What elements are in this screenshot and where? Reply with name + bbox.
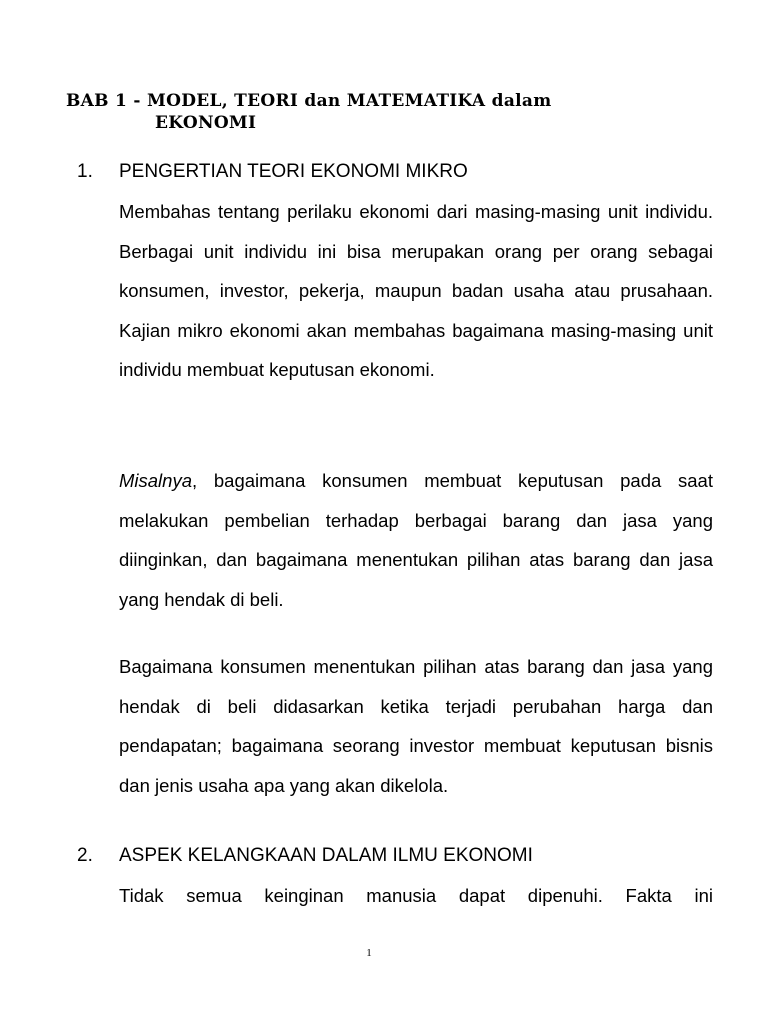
section-heading: ASPEK KELANGKAAN DALAM ILMU EKONOMI xyxy=(119,845,533,866)
paragraph-scarcity: Tidak semua keinginan manusia dapat dipenuhi. Fakta ini xyxy=(119,885,713,906)
section-number: 2. xyxy=(77,845,93,866)
paragraph-definition: Membahas tentang perilaku ekonomi dari masing-masing unit individu. Berbagai unit individu ini bisa merupakan orang per orang sebagai konsumen, investor, pekerja, maupun badan usaha atau prusahaan. Kajian mikro ekonomi akan membahas bagaimana masing-masing unit individu membuat keputusan ekonomi. xyxy=(119,201,713,381)
page-number: 1 xyxy=(366,947,372,959)
section-number: 1. xyxy=(77,161,93,182)
chapter-title-line1: BAB 1 - MODEL, TEORI dan MATEMATIKA dalam xyxy=(66,91,552,111)
paragraph-example xyxy=(119,461,713,619)
paragraph-example-body: , bagaimana konsumen membuat keputusan pada saat melakukan pembelian terhadap berbagai barang dan jasa yang diinginkan, dan bagaimana menentukan pilihan atas barang dan jasa yang hendak di beli. xyxy=(119,470,713,610)
chapter-title-line2: EKONOMI xyxy=(155,113,257,133)
section-heading: PENGERTIAN TEORI EKONOMI MIKRO xyxy=(119,161,468,182)
paragraph-consumer-choice: Bagaimana konsumen menentukan pilihan atas barang dan jasa yang hendak di beli didasarkan ketika terjadi perubahan harga dan pendapatan; bagaimana seorang investor membuat keputusan bisnis dan jenis usaha apa yang akan dikelola. xyxy=(119,656,713,796)
paragraph-lead-italic: Misalnya xyxy=(119,470,192,491)
chapter-title xyxy=(66,90,706,134)
